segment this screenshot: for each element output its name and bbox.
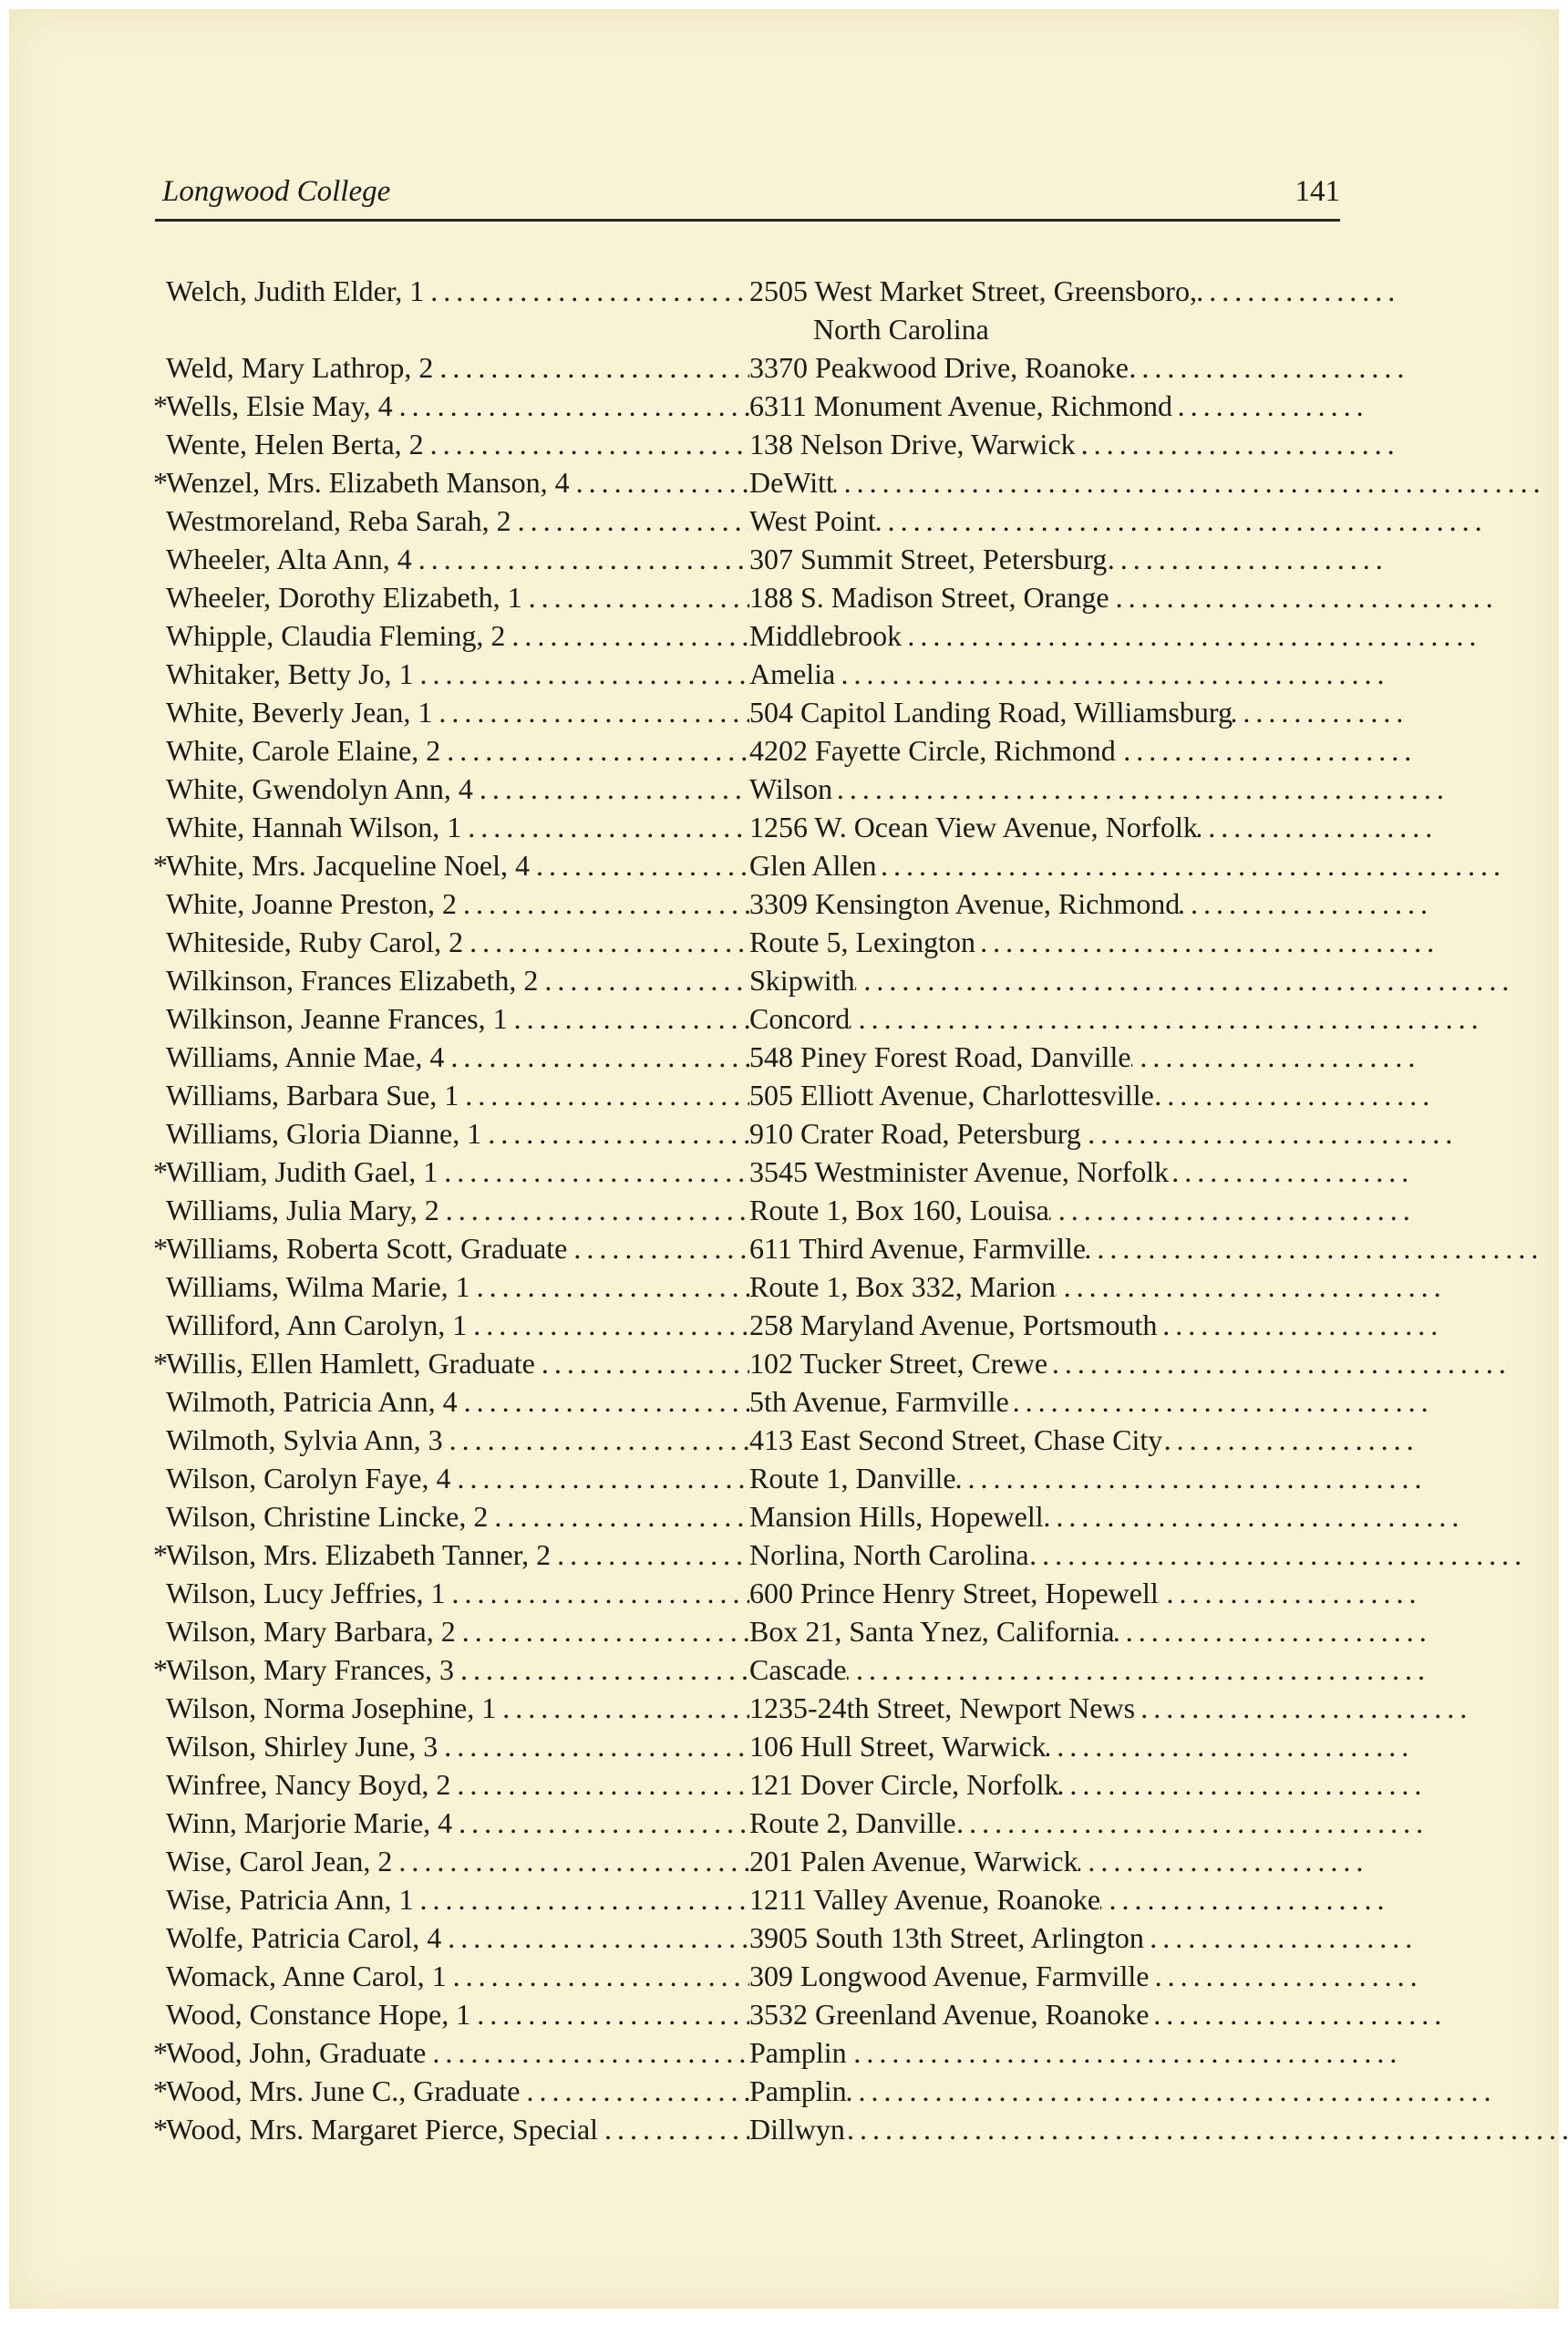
directory-entry [153, 1536, 1351, 1574]
student-name: White, Mrs. Jacqueline Noel, 4 [166, 849, 530, 882]
directory-entry [166, 1497, 1351, 1536]
directory-entry [166, 961, 1351, 999]
student-name-cell [166, 1306, 749, 1344]
directory-entry [166, 1076, 1351, 1114]
star-marker: * [153, 1538, 168, 1571]
student-address: 4202 Fayette Circle, Richmond [749, 731, 1116, 770]
student-name-cell [166, 923, 749, 961]
student-name-cell [166, 999, 749, 1038]
directory-entry [166, 770, 1351, 808]
student-address: 201 Palen Avenue, Warwick [749, 1842, 1078, 1880]
page-number: 141 [1295, 175, 1340, 208]
student-address: Route 2, Danville [749, 1804, 956, 1842]
student-name: Wilkinson, Jeanne Frances, 1 [166, 1002, 508, 1035]
student-name: White, Hannah Wilson, 1 [166, 811, 462, 843]
student-name-cell [153, 1153, 749, 1191]
directory-entry [166, 1306, 1351, 1344]
student-address: 3545 Westminister Avenue, Norfolk [749, 1153, 1169, 1191]
student-address: 413 East Second Street, Chase City [749, 1421, 1162, 1459]
student-address: West Point [749, 502, 876, 540]
student-address: Cascade [749, 1650, 847, 1689]
student-address: 5th Avenue, Farmville [749, 1382, 1009, 1421]
student-address: Route 5, Lexington [749, 923, 975, 961]
student-name-cell [153, 387, 749, 425]
student-name-cell [166, 961, 749, 999]
student-name-cell [166, 1842, 749, 1880]
student-name-cell [153, 1229, 749, 1267]
student-name: Westmoreland, Reba Sarah, 2 [166, 504, 511, 537]
student-address: 504 Capitol Landing Road, Williamsburg [749, 693, 1233, 731]
student-address: 3309 Kensington Avenue, Richmond [749, 884, 1180, 923]
student-name: Wente, Helen Berta, 2 [166, 428, 424, 460]
directory-entry [153, 1229, 1351, 1267]
directory-entry [153, 2110, 1351, 2148]
student-address: Pamplin [749, 2072, 847, 2110]
student-name-cell [153, 2072, 749, 2110]
student-name: Wheeler, Alta Ann, 4 [166, 543, 412, 575]
student-name: Wenzel, Mrs. Elizabeth Manson, 4 [166, 466, 570, 499]
directory-entry [166, 616, 1351, 655]
student-name: Whipple, Claudia Fleming, 2 [166, 619, 506, 652]
student-name-cell [153, 846, 749, 884]
directory-entry [153, 846, 1351, 884]
student-address: 258 Maryland Avenue, Portsmouth [749, 1306, 1157, 1344]
student-address: Box 21, Santa Ynez, California [749, 1612, 1115, 1650]
directory-entry [166, 1114, 1351, 1153]
directory-entry [166, 884, 1351, 923]
student-name-cell [166, 1765, 749, 1804]
directory-entry [153, 1344, 1351, 1382]
student-name: White, Carole Elaine, 2 [166, 734, 441, 767]
directory-entry [166, 808, 1351, 846]
directory-entry [166, 1191, 1351, 1229]
student-name: Wilmoth, Patricia Ann, 4 [166, 1385, 458, 1418]
directory-entry [166, 655, 1351, 693]
student-name: White, Joanne Preston, 2 [166, 887, 458, 920]
student-name-cell [166, 1574, 749, 1612]
student-name-cell [166, 884, 749, 923]
directory-entry [166, 272, 1351, 348]
student-name: Wilson, Lucy Jeffries, 1 [166, 1577, 446, 1609]
directory-entry [166, 540, 1351, 578]
student-name: Wise, Patricia Ann, 1 [166, 1883, 414, 1916]
student-address: Glen Allen [749, 846, 877, 884]
student-name-cell [153, 1650, 749, 1689]
directory-entry [166, 1574, 1351, 1612]
student-name-cell [166, 1612, 749, 1650]
running-title: Longwood College [162, 175, 391, 208]
student-name-cell [166, 1918, 749, 1957]
star-marker: * [153, 1653, 168, 1686]
student-name: Wise, Carol Jean, 2 [166, 1845, 393, 1877]
directory-entry [153, 2033, 1351, 2072]
student-name-cell [153, 1344, 749, 1382]
student-name-cell [166, 1804, 749, 1842]
star-marker: * [153, 2036, 168, 2069]
student-name: Wheeler, Dorothy Elizabeth, 1 [166, 581, 522, 614]
student-name: Wilson, Mary Barbara, 2 [166, 1615, 456, 1648]
student-name-cell [166, 1421, 749, 1459]
student-name: Williams, Julia Mary, 2 [166, 1194, 439, 1226]
student-address: 611 Third Avenue, Farmville [749, 1229, 1086, 1267]
student-name: Williams, Annie Mae, 4 [166, 1040, 445, 1073]
student-name: Wilson, Mary Frances, 3 [166, 1653, 454, 1686]
directory-entry [166, 1765, 1351, 1804]
student-address: Middlebrook [749, 616, 902, 655]
star-marker: * [153, 466, 168, 499]
student-name: Whiteside, Ruby Carol, 2 [166, 926, 464, 958]
student-name: Wilson, Christine Lincke, 2 [166, 1500, 489, 1533]
student-name-cell [166, 1727, 749, 1765]
student-address: 309 Longwood Avenue, Farmville [749, 1957, 1149, 1995]
directory-entry [166, 693, 1351, 731]
student-name-cell [166, 348, 749, 387]
student-address: 505 Elliott Avenue, Charlottesville [749, 1076, 1154, 1114]
student-name: Williams, Wilma Marie, 1 [166, 1270, 470, 1303]
student-address-continued: North Carolina [813, 313, 989, 346]
student-name-cell [166, 540, 749, 578]
student-name: Wilson, Shirley June, 3 [166, 1730, 438, 1763]
student-name-cell [166, 655, 749, 693]
student-address: 548 Piney Forest Road, Danville [749, 1038, 1131, 1076]
student-address: 1211 Valley Avenue, Roanoke [749, 1880, 1100, 1918]
directory-entry [166, 1727, 1351, 1765]
student-name-cell [166, 1114, 749, 1153]
student-name: Wood, Mrs. Margaret Pierce, Special [166, 2113, 599, 2146]
student-name: Williams, Roberta Scott, Graduate [166, 1232, 568, 1265]
student-name: Wood, John, Graduate [166, 2036, 427, 2069]
student-name-cell [166, 1689, 749, 1727]
student-name: Wells, Elsie May, 4 [166, 389, 393, 422]
directory-entry [153, 387, 1351, 425]
directory-entry [166, 1267, 1351, 1306]
student-address: 3370 Peakwood Drive, Roanoke [749, 348, 1129, 387]
directory-entry [166, 425, 1351, 463]
student-address: 2505 West Market Street, Greensboro, [749, 272, 1197, 310]
student-name: Wilson, Carolyn Faye, 4 [166, 1462, 451, 1494]
student-address: Pamplin [749, 2033, 847, 2072]
student-name: Womack, Anne Carol, 1 [166, 1960, 447, 1992]
student-name: Williams, Gloria Dianne, 1 [166, 1117, 482, 1150]
student-name: Wood, Constance Hope, 1 [166, 1998, 471, 2031]
student-name-cell [153, 463, 749, 502]
directory-entry [166, 578, 1351, 616]
student-name-cell [166, 578, 749, 616]
student-name-cell [166, 1191, 749, 1229]
student-name-cell [166, 1076, 749, 1114]
student-name: Whitaker, Betty Jo, 1 [166, 657, 414, 690]
directory-entry [166, 1804, 1351, 1842]
document-page [9, 9, 1559, 2309]
student-address: Dillwyn [749, 2110, 845, 2148]
student-address: Mansion Hills, Hopewell [749, 1497, 1044, 1536]
student-name: Weld, Mary Lathrop, 2 [166, 351, 434, 384]
student-address: Concord [749, 999, 850, 1038]
directory-entry [166, 1842, 1351, 1880]
student-name: Willis, Ellen Hamlett, Graduate [166, 1347, 535, 1380]
student-name-cell [166, 1880, 749, 1918]
directory-entry [166, 1957, 1351, 1995]
student-address: Route 1, Danville [749, 1459, 956, 1497]
directory-entry [166, 1421, 1351, 1459]
star-marker: * [153, 2074, 168, 2107]
directory-entry [166, 1382, 1351, 1421]
student-name-cell [166, 1459, 749, 1497]
student-address: Route 1, Box 332, Marion [749, 1267, 1056, 1306]
student-name-cell [166, 808, 749, 846]
directory-entry [166, 1459, 1351, 1497]
student-name-cell [166, 731, 749, 770]
directory-entry [166, 1038, 1351, 1076]
student-address: Skipwith [749, 961, 855, 999]
student-name-cell [166, 1038, 749, 1076]
student-name: Wolfe, Patricia Carol, 4 [166, 1921, 442, 1954]
directory-entry [153, 1153, 1351, 1191]
directory-entry [166, 923, 1351, 961]
student-name-cell [166, 1995, 749, 2033]
star-marker: * [153, 389, 168, 422]
student-address: 106 Hull Street, Warwick [749, 1727, 1047, 1765]
directory-entry [166, 731, 1351, 770]
directory-entry [166, 999, 1351, 1038]
student-address: 3905 South 13th Street, Arlington [749, 1918, 1144, 1957]
directory-entry [166, 1689, 1351, 1727]
student-name: Wilson, Norma Josephine, 1 [166, 1691, 497, 1724]
directory-entry [166, 1880, 1351, 1918]
directory-entry [166, 502, 1351, 540]
directory-entry [166, 1918, 1351, 1957]
student-name: Wood, Mrs. June C., Graduate [166, 2074, 521, 2107]
student-name-cell [153, 1536, 749, 1574]
star-marker: * [153, 1347, 168, 1380]
directory-entry [166, 348, 1351, 387]
student-name: White, Gwendolyn Ann, 4 [166, 772, 473, 805]
directory-list [153, 272, 1351, 2148]
student-address: Wilson [749, 770, 832, 808]
student-name: Winn, Marjorie Marie, 4 [166, 1806, 453, 1839]
student-name-cell [153, 2033, 749, 2072]
student-address: 1235-24th Street, Newport News [749, 1689, 1135, 1727]
student-name-cell [166, 1382, 749, 1421]
student-address: 600 Prince Henry Street, Hopewell [749, 1574, 1159, 1612]
directory-entry [153, 2072, 1351, 2110]
student-name: William, Judith Gael, 1 [166, 1155, 438, 1188]
student-address: 102 Tucker Street, Crewe [749, 1344, 1047, 1382]
student-name: Wilmoth, Sylvia Ann, 3 [166, 1423, 443, 1456]
student-name: Williams, Barbara Sue, 1 [166, 1079, 459, 1112]
student-name: Wilson, Mrs. Elizabeth Tanner, 2 [166, 1538, 552, 1571]
student-address: 138 Nelson Drive, Warwick [749, 425, 1076, 463]
student-name-cell [153, 2110, 749, 2148]
student-address: 6311 Monument Avenue, Richmond [749, 387, 1172, 425]
star-marker: * [153, 1232, 168, 1265]
student-address: 307 Summit Street, Petersburg [749, 540, 1107, 578]
student-name-cell [166, 272, 749, 310]
student-address: 121 Dover Circle, Norfolk [749, 1765, 1058, 1804]
directory-entry [166, 1995, 1351, 2033]
star-marker: * [153, 849, 168, 882]
student-name-cell [166, 616, 749, 655]
student-name: Welch, Judith Elder, 1 [166, 274, 425, 307]
student-name-cell [166, 425, 749, 463]
student-address: Route 1, Box 160, Louisa [749, 1191, 1049, 1229]
student-name: Winfree, Nancy Boyd, 2 [166, 1768, 451, 1801]
student-address: 3532 Greenland Avenue, Roanoke [749, 1995, 1149, 2033]
student-name-cell [166, 1497, 749, 1536]
directory-entry [153, 463, 1351, 502]
student-name-cell [166, 1267, 749, 1306]
student-address: Norlina, North Carolina [749, 1536, 1029, 1574]
star-marker: * [153, 1155, 168, 1188]
student-name: White, Beverly Jean, 1 [166, 696, 433, 729]
student-name-cell [166, 693, 749, 731]
student-name-cell [166, 502, 749, 540]
directory-entry [166, 1612, 1351, 1650]
student-address: 910 Crater Road, Petersburg [749, 1114, 1081, 1153]
student-name-cell [166, 1957, 749, 1995]
directory-entry [153, 1650, 1351, 1689]
star-marker: * [153, 2113, 168, 2146]
student-address: Amelia [749, 655, 835, 693]
student-address: 1256 W. Ocean View Avenue, Norfolk [749, 808, 1198, 846]
student-address: 188 S. Madison Street, Orange [749, 578, 1109, 616]
student-name-cell [166, 770, 749, 808]
student-name: Wilkinson, Frances Elizabeth, 2 [166, 964, 539, 997]
student-name: Williford, Ann Carolyn, 1 [166, 1308, 468, 1341]
student-address: DeWitt [749, 463, 834, 502]
page-header [155, 168, 1340, 222]
